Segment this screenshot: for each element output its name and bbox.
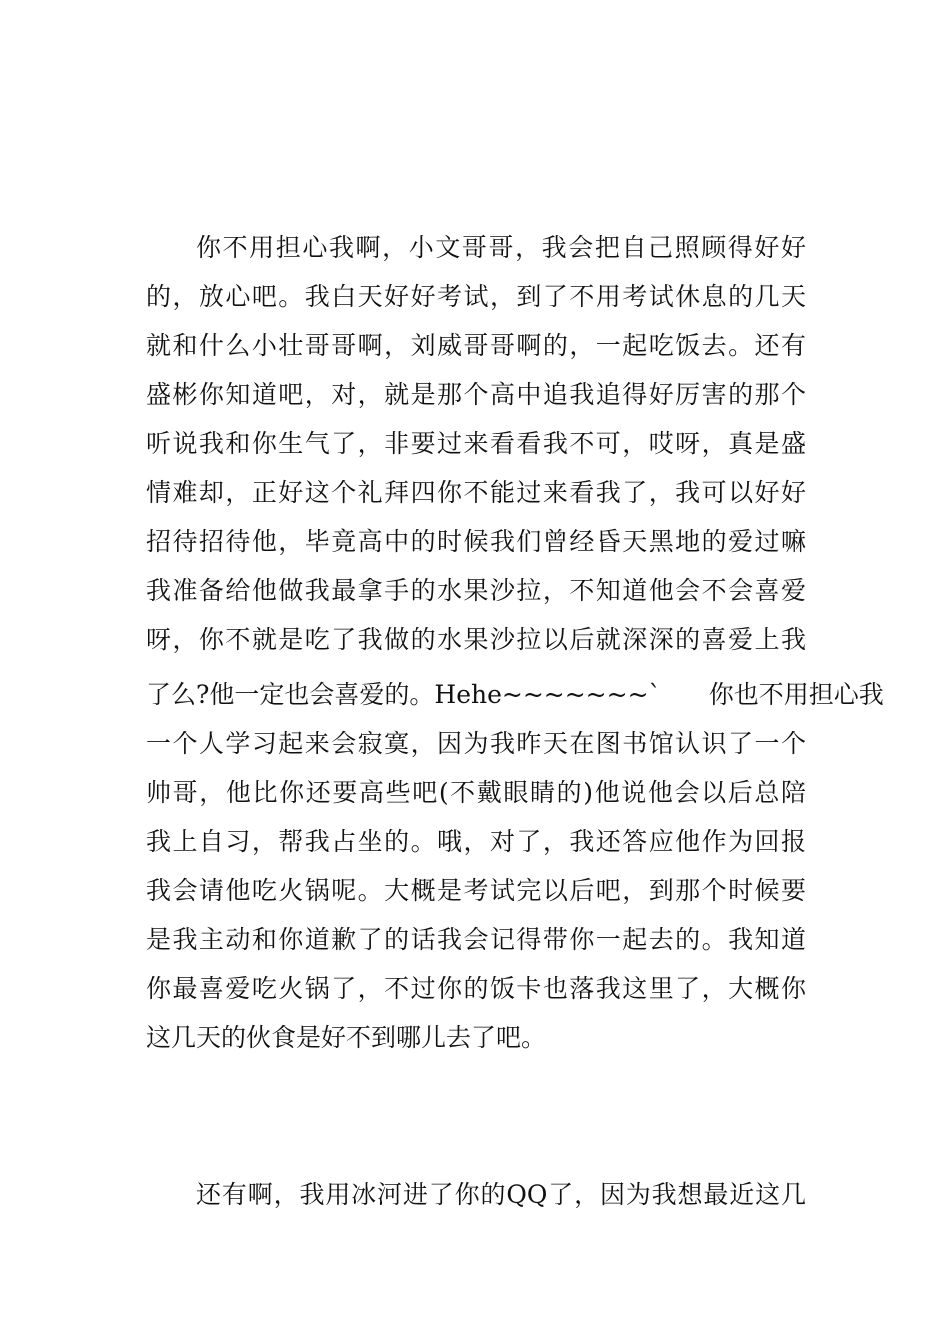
- text-line: 你最喜爱吃火锅了，不过你的饭卡也落我这里了，大概你: [146, 974, 806, 1003]
- text-line: 帅哥，他比你还要高些吧(不戴眼睛的)他说他会以后总陪: [146, 778, 806, 807]
- text-line: 的，放心吧。我白天好好考试，到了不用考试休息的几天: [146, 282, 806, 311]
- text-line: 情难却，正好这个礼拜四你不能过来看我了，我可以好好: [146, 478, 806, 507]
- text-line: 我准备给他做我最拿手的水果沙拉，不知道他会不会喜爱: [146, 576, 806, 605]
- text-line: 听说我和你生气了，非要过来看看我不可，哎呀，真是盛: [146, 429, 806, 458]
- text-line: 就和什么小壮哥哥啊，刘威哥哥啊的，一起吃饭去。还有: [146, 331, 806, 360]
- text-line: 我会请他吃火锅呢。大概是考试完以后吧，到那个时候要: [146, 876, 806, 905]
- text-line: 盛彬你知道吧，对，就是那个高中追我追得好厉害的那个: [146, 380, 806, 409]
- text-line: 还有啊，我用冰河进了你的QQ了，因为我想最近这几: [196, 1180, 806, 1209]
- text-line: 一个人学习起来会寂寞，因为我昨天在图书馆认识了一个: [146, 729, 806, 758]
- text-line: 是我主动和你道歉了的话我会记得带你一起去的。我知道: [146, 925, 806, 954]
- text-line: 了么?他一定也会喜爱的。Hehe~~~~~~~` 你也不用担心我: [146, 680, 884, 709]
- text-line: 招待招待他，毕竟高中的时候我们曾经昏天黑地的爱过嘛: [146, 527, 806, 556]
- text-line: 这几天的伙食是好不到哪儿去了吧。: [146, 1023, 547, 1052]
- text-line: 你不用担心我啊，小文哥哥，我会把自己照顾得好好: [196, 233, 806, 262]
- text-line: 我上自习，帮我占坐的。哦，对了，我还答应他作为回报: [146, 827, 806, 856]
- text-line: 呀，你不就是吃了我做的水果沙拉以后就深深的喜爱上我: [146, 625, 806, 654]
